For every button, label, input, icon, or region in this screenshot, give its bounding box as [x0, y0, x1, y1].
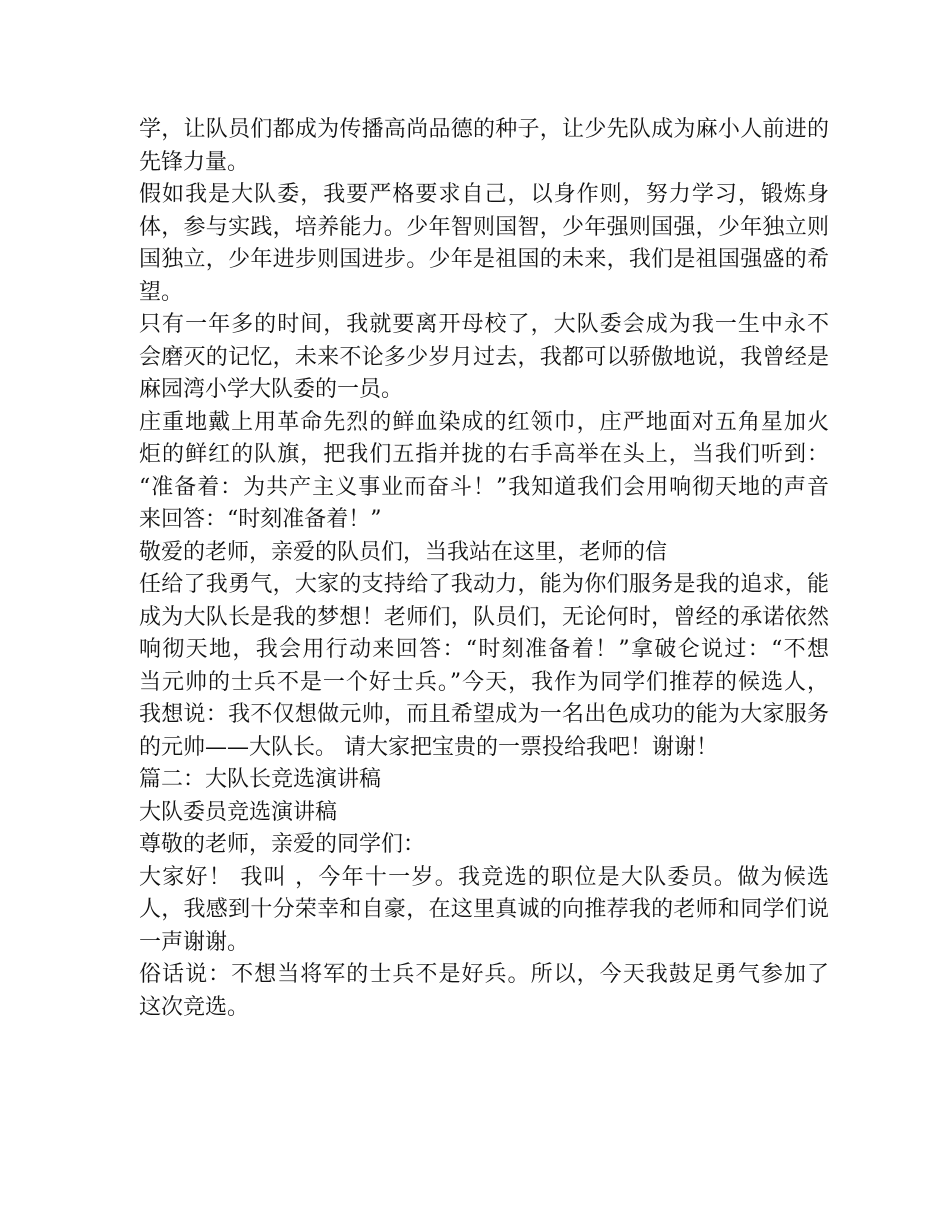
- text-line: 大家好！ 我叫 ，今年十一岁。我竞选的职位是大队委员。做为候选: [139, 864, 829, 890]
- text-line: 体，参与实践，培养能力。少年智则国智，少年强则国强，少年独立则: [139, 214, 829, 240]
- text-line: 会磨灭的记忆，未来不论多少岁月过去，我都可以骄傲地说，我曾经是: [139, 344, 829, 370]
- text-line: 麻园湾小学大队委的一员。: [139, 377, 404, 402]
- text-line: 这次竞选。: [139, 994, 250, 1020]
- text-line: 的元帅——大队长。 请大家把宝贵的一票投给我吧！谢谢！: [139, 734, 718, 760]
- text-line: 学，让队员们都成为传播高尚品德的种子，让少先队成为麻小人前进的: [139, 117, 829, 142]
- speech-title: 大队委员竞选演讲稿: [139, 799, 338, 825]
- section-heading: 篇二：大队长竞选演讲稿: [139, 767, 382, 792]
- text-line: 先锋力量。: [139, 149, 250, 175]
- text-line: 假如我是大队委，我要严格要求自己，以身作则，努力学习，锻炼身: [139, 182, 829, 207]
- text-line: 响彻天地，我会用行动来回答：“时刻准备着！”拿破仑说过：“不想: [139, 637, 829, 662]
- text-line: 庄重地戴上用革命先烈的鲜血染成的红领巾，庄严地面对五角星加火: [139, 409, 829, 435]
- text-line: 俗话说：不想当将军的士兵不是好兵。所以，今天我鼓足勇气参加了: [139, 962, 829, 987]
- text-line: 只有一年多的时间，我就要离开母校了，大队委会成为我一生中永不: [139, 312, 829, 337]
- text-line: 我想说：我不仅想做元帅，而且希望成为一名出色成功的能为大家服务: [139, 702, 829, 727]
- text-line: 来回答：“时刻准备着！”: [139, 507, 382, 532]
- text-line: “准备着：为共产主义事业而奋斗！”我知道我们会用响彻天地的声音: [139, 474, 829, 500]
- document-body: [139, 114, 829, 1024]
- salutation: 尊敬的老师，亲爱的同学们：: [139, 832, 426, 857]
- text-line: 当元帅的士兵不是一个好士兵。”今天，我作为同学们推荐的候选人，: [139, 669, 829, 695]
- text-line: 国独立，少年进步则国进步。少年是祖国的未来，我们是祖国强盛的希: [139, 247, 829, 272]
- text-line: 炬的鲜红的队旗，把我们五指并拢的右手高举在头上，当我们听到：: [139, 442, 829, 467]
- text-line: 任给了我勇气，大家的支持给了我动力，能为你们服务是我的追求，能: [139, 572, 829, 597]
- text-line: 人，我感到十分荣幸和自豪，在这里真诚的向推荐我的老师和同学们说: [139, 897, 829, 922]
- text-line: 一声谢谢。: [139, 929, 250, 955]
- text-line: 敬爱的老师，亲爱的队员们，当我站在这里，老师的信: [139, 539, 668, 565]
- text-line: 望。: [139, 279, 184, 305]
- text-line: 成为大队长是我的梦想！老师们，队员们，无论何时，曾经的承诺依然: [139, 604, 829, 630]
